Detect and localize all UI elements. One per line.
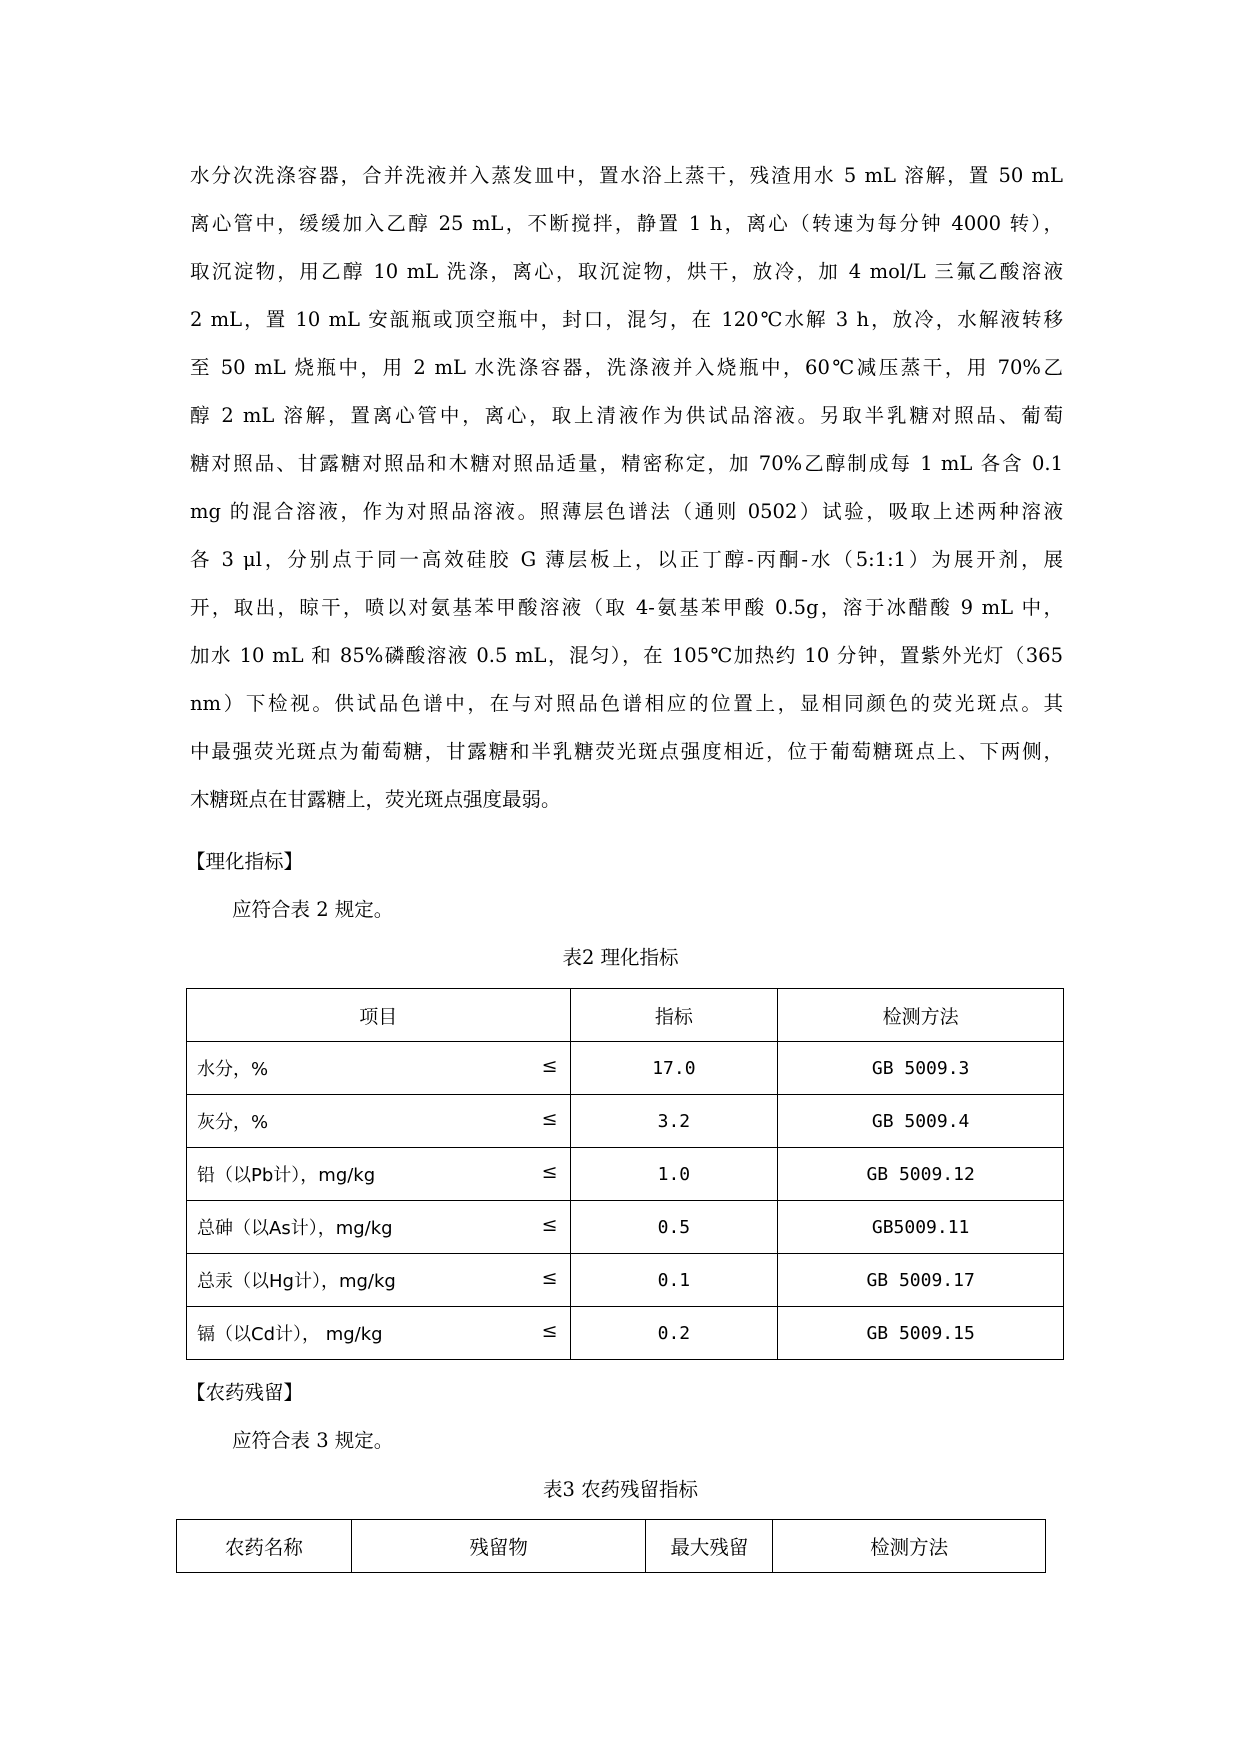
paragraph-line: 中最强荧光斑点为葡萄糖，甘露糖和半乳糖荧光斑点强度相近，位于葡萄糖斑点上、下两侧， xyxy=(190,740,1063,763)
item-cell xyxy=(187,1042,571,1095)
paragraph-line: 加水 10 mL 和 85%磷酸溶液 0.5 mL，混匀），在 105℃加热约 10 分钟，置紫外光灯（365 xyxy=(190,644,1063,667)
table-header-row xyxy=(177,1520,1046,1573)
method-cell: GB5009.11 xyxy=(778,1201,1064,1254)
item-name: 总汞（以Hg计），mg/kg xyxy=(197,1271,396,1292)
column-header: 农药名称 xyxy=(177,1520,352,1573)
le-symbol: ≤ xyxy=(541,1108,558,1130)
body-paragraph xyxy=(190,152,1063,824)
value-cell: 17.0 xyxy=(570,1042,778,1095)
item-name: 水分，% xyxy=(197,1059,269,1080)
method-cell: GB 5009.12 xyxy=(778,1148,1064,1201)
section-heading-physchem: 【理化指标】 xyxy=(186,850,304,873)
section-text-pesticide: 应符合表 3 规定。 xyxy=(232,1429,394,1452)
method-cell: GB 5009.15 xyxy=(778,1307,1064,1360)
table-row xyxy=(187,1148,1064,1201)
paragraph-line: 醇 2 mL 溶解，置离心管中，离心，取上清液作为供试品溶液。另取半乳糖对照品、葡萄 xyxy=(190,404,1063,427)
table-row xyxy=(187,1201,1064,1254)
table2-caption: 表2 理化指标 xyxy=(562,946,679,969)
paragraph-line: 糖对照品、甘露糖对照品和木糖对照品适量，精密称定，加 70%乙醇制成每 1 mL 各含 0.1 xyxy=(190,452,1063,475)
column-header: 项目 xyxy=(187,989,571,1042)
method-cell: GB 5009.4 xyxy=(778,1095,1064,1148)
physchem-table xyxy=(186,988,1064,1360)
section-text-physchem: 应符合表 2 规定。 xyxy=(232,898,394,921)
column-header: 残留物 xyxy=(351,1520,646,1573)
paragraph-line: 取沉淀物，用乙醇 10 mL 洗涤，离心，取沉淀物，烘干，放冷，加 4 mol/L 三氟乙酸溶液 xyxy=(190,260,1063,283)
column-header: 最大残留 xyxy=(646,1520,773,1573)
table-row xyxy=(187,1042,1064,1095)
value-cell: 0.2 xyxy=(570,1307,778,1360)
paragraph-line: 开，取出，晾干，喷以对氨基苯甲酸溶液（取 4-氨基苯甲酸 0.5g，溶于冰醋酸 9 mL 中， xyxy=(190,596,1063,619)
method-cell: GB 5009.3 xyxy=(778,1042,1064,1095)
column-header: 检测方法 xyxy=(778,989,1064,1042)
item-name: 灰分，% xyxy=(197,1112,269,1133)
item-cell xyxy=(187,1307,571,1360)
value-cell: 0.1 xyxy=(570,1254,778,1307)
paragraph-line: 各 3 μl，分别点于同一高效硅胶 G 薄层板上，以正丁醇-丙酮-水（5:1:1）为展开剂，展 xyxy=(190,548,1063,571)
le-symbol: ≤ xyxy=(541,1267,558,1289)
paragraph-line: 木糖斑点在甘露糖上，荧光斑点强度最弱。 xyxy=(190,788,561,811)
table3-caption: 表3 农药残留指标 xyxy=(542,1478,699,1501)
paragraph-line: 2 mL，置 10 mL 安瓿瓶或顶空瓶中，封口，混匀，在 120℃水解 3 h，放冷，水解液转移 xyxy=(190,308,1063,331)
le-symbol: ≤ xyxy=(541,1161,558,1183)
table-row xyxy=(187,1254,1064,1307)
value-cell: 0.5 xyxy=(570,1201,778,1254)
paragraph-line: 至 50 mL 烧瓶中，用 2 mL 水洗涤容器，洗涤液并入烧瓶中，60℃减压蒸干，用 70%乙 xyxy=(190,356,1063,379)
item-name: 镉（以Cd计）， mg/kg xyxy=(197,1324,383,1345)
item-cell xyxy=(187,1201,571,1254)
value-cell: 1.0 xyxy=(570,1148,778,1201)
section-heading-pesticide: 【农药残留】 xyxy=(186,1381,304,1404)
value-cell: 3.2 xyxy=(570,1095,778,1148)
table-row xyxy=(187,1307,1064,1360)
pesticide-table xyxy=(176,1519,1046,1573)
le-symbol: ≤ xyxy=(541,1320,558,1342)
le-symbol: ≤ xyxy=(541,1214,558,1236)
paragraph-line: 离心管中，缓缓加入乙醇 25 mL，不断搅拌，静置 1 h，离心（转速为每分钟 4000 转）， xyxy=(190,212,1063,235)
paragraph-line: mg 的混合溶液，作为对照品溶液。照薄层色谱法（通则 0502）试验，吸取上述两种溶液 xyxy=(190,500,1063,523)
column-header: 指标 xyxy=(570,989,778,1042)
item-cell xyxy=(187,1095,571,1148)
item-name: 铅（以Pb计），mg/kg xyxy=(197,1165,376,1186)
paragraph-line: 水分次洗涤容器，合并洗液并入蒸发皿中，置水浴上蒸干，残渣用水 5 mL 溶解，置 50 mL xyxy=(190,164,1063,187)
table-row xyxy=(187,1095,1064,1148)
item-cell xyxy=(187,1148,571,1201)
paragraph-line: nm）下检视。供试品色谱中，在与对照品色谱相应的位置上，显相同颜色的荧光斑点。其 xyxy=(190,692,1063,715)
column-header: 检测方法 xyxy=(773,1520,1046,1573)
le-symbol: ≤ xyxy=(541,1055,558,1077)
method-cell: GB 5009.17 xyxy=(778,1254,1064,1307)
item-cell xyxy=(187,1254,571,1307)
table-header-row xyxy=(187,989,1064,1042)
item-name: 总砷（以As计），mg/kg xyxy=(197,1218,393,1239)
